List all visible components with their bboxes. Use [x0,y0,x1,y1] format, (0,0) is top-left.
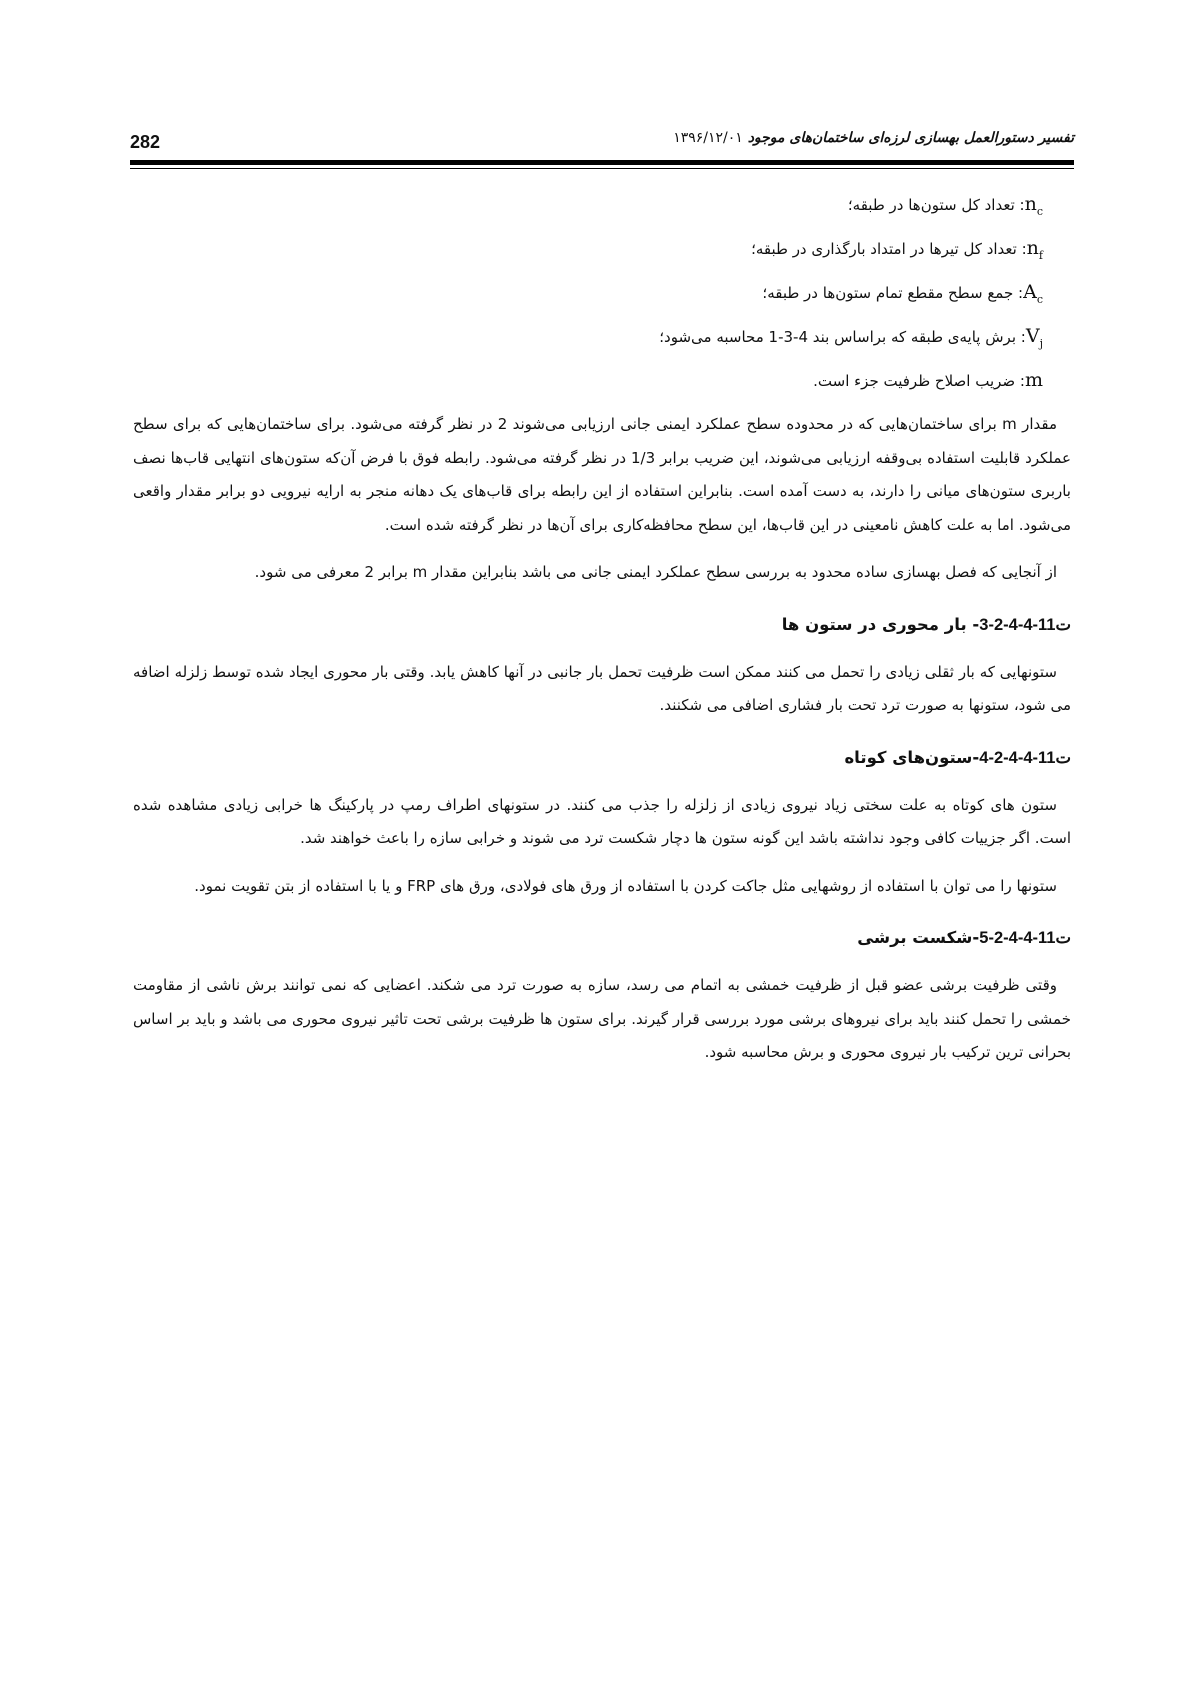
header-rule-thick [130,160,1074,165]
variable-symbol: $V_j$ [1025,325,1043,350]
section-title: - بار محوری در ستون ها [781,614,980,634]
body-paragraph: از آنجایی که فصل بهسازی ساده محدود به بررسی سطح عملکرد ایمنی جانی می باشد بنابراین مقدار m برابر 2 معرفی می شود. [254,563,1057,581]
variable-description: تعداد کل ستون‌ها در طبقه؛ [847,196,1015,214]
running-title [647,130,1074,146]
variable-definition: $A_c$: جمع سطح مقطع تمام ستون‌ها در طبقه؛ [762,281,1043,306]
section-code: ت11-4-4-2-4 [979,748,1071,767]
section-code: ت11-4-4-2-3 [979,615,1071,634]
body-paragraph: وقتی ظرفیت برشی عضو قبل از ظرفیت خمشی به اتمام می رسد، سازه به صورت ترد می شکند. اعضایی که نمی توانند برش ناشی از مقاومت خمشی را تحمل کنند باید برای نیروهای برشی مورد بررسی قرار گیرند. برای ستون ها ظرفیت برشی تحت تاثیر نیروی محوری می باشد و باید بر اساس بحرانی ترین ترکیب بار نیروی محوری و برش محاسبه شود. [133,976,1071,1061]
section-title: -ستون‌های کوتاه [844,747,980,767]
body-paragraph: مقدار m برای ساختمان‌هایی که در محدوده سطح عملکرد ایمنی جانی ارزیابی می‌شوند 2 در نظر گرفته می‌شود. برای ساختمان‌هایی که برای سطح عملکرد قابلیت استفاده بی‌وقفه ارزیابی می‌شوند، این ضریب برابر 1/3 در نظر گرفته می‌شود. رابطه فوق با فرض آن‌که ستون‌های انتهایی قاب‌ها نصف باربری ستون‌های میانی را دارند، به دست آمده است. بنابراین استفاده از این رابطه برای قاب‌های یک دهانه منجر به ارایه نیرویی دو برابر مقدار واقعی می‌شود. اما به علت کاهش نامعینی در این قاب‌ها، این سطح محافظه‌کاری برای آن‌ها در نظر گرفته شده است. [133,415,1071,534]
body-paragraph: ستونهایی که بار ثقلی زیادی را تحمل می کنند ممکن است ظرفیت تحمل بار جانبی در آنها کاهش یابد. وقتی بار محوری ایجاد شده توسط زلزله اضافه می شود، ستونها به صورت ترد تحت بار فشاری اضافی می شکنند. [133,662,1071,714]
variable-definition: $n_f$: تعداد کل تیرها در امتداد بارگذاری در طبقه؛ [751,237,1043,262]
section-heading [133,921,1071,955]
header-date: ۱۳۹۶/۱۲/۰۱ [673,130,743,146]
body-paragraph: ستون های کوتاه به علت سختی زیاد نیروی زیادی از زلزله را جذب می کنند. در ستونهای اطراف رمپ در پارکینگ ها خرابی زیادی مشاهده شده است. اگر جزییات کافی وجود نداشته باشد این گونه ستون ها دچار شکست ترد می شوند و خرابی سازه را باعث خواهند شد. [133,795,1071,847]
body-paragraph: ستونها را می توان با استفاده از روشهایی مثل جاکت کردن با استفاده از ورق های فولادی، ورق های FRP و یا با استفاده از بتن تقویت نمود. [194,876,1057,895]
variable-definition: m: ضریب اصلاح ظرفیت جزء است. [813,369,1043,391]
variable-symbol: m [1024,369,1043,391]
page-number: 282 [130,132,161,152]
variable-description: جمع سطح مقطع تمام ستون‌ها در طبقه؛ [762,284,1014,302]
page-header [130,118,1074,152]
page-body [133,182,1071,1084]
section-title: -شکست برشی [857,928,980,947]
section-heading [133,608,1071,642]
variable-symbol: $A_c$ [1023,281,1043,306]
book-title: تفسیر دستورالعمل بهسازی لرزه‌ای ساختمان‌های موجود [747,130,1074,146]
variable-definition: $n_c$: تعداد کل ستون‌ها در طبقه؛ [847,193,1043,218]
variable-description: ضریب اصلاح ظرفیت جزء است. [813,372,1016,390]
header-rule-thin [130,168,1074,169]
variable-symbol: $n_c$ [1024,193,1043,218]
variable-symbol: $n_f$ [1026,237,1043,262]
section-code: ت11-4-4-2-5 [979,929,1071,947]
variable-definition: $V_j$: برش پایه‌ی طبقه که براساس بند 4-3-1 محاسبه می‌شود؛ [659,325,1043,350]
section-heading [133,741,1071,775]
variable-description: تعداد کل تیرها در امتداد بارگذاری در طبقه؛ [751,240,1017,258]
variable-description: برش پایه‌ی طبقه که براساس بند 4-3-1 محاسبه می‌شود؛ [659,328,1017,346]
